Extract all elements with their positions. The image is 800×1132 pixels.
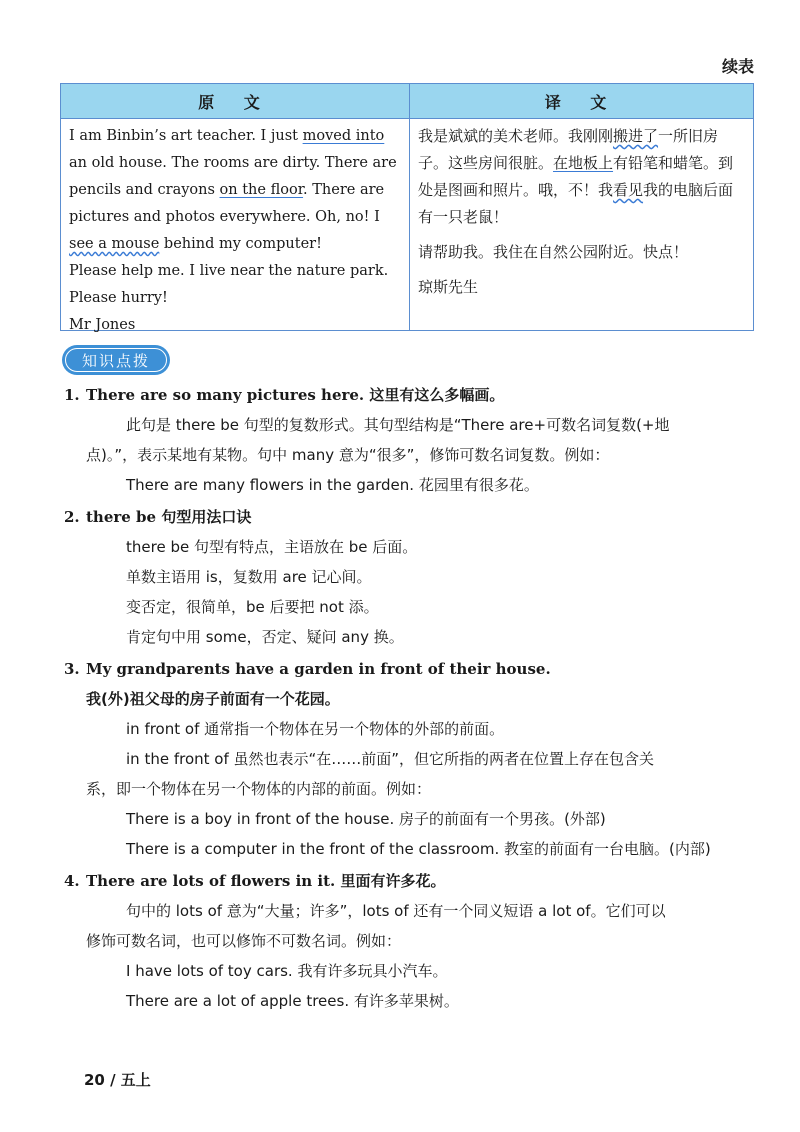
note-title-cn: 这里有这么多幅画。 <box>369 386 505 404</box>
underlined-phrase: on the floor <box>219 182 304 198</box>
note-title <box>64 382 764 408</box>
text-segment: 我是斌斌的美术老师。我刚刚 <box>418 127 614 145</box>
original-paragraph-2: Please help me. I live near the nature park. Please hurry! <box>69 263 389 306</box>
note-title <box>64 868 764 894</box>
rhyme-line: 单数主语用 is，复数用 are 记心间。 <box>126 568 372 586</box>
note-title-cn: 句型用法口诀 <box>161 508 252 526</box>
translation-signature: 琼斯先生 <box>418 278 479 296</box>
note-title-en: My grandparents have a garden in front of their house. <box>86 660 551 678</box>
page-number: 20 / 五上 <box>84 1071 151 1089</box>
original-text-cell <box>61 119 410 333</box>
header-translation: 译 文 <box>544 92 619 112</box>
wavy-underlined-phrase: 看见 <box>613 181 644 199</box>
tip-badge <box>62 345 170 375</box>
continued-label: 续表 <box>721 57 754 76</box>
translation-text-cell <box>410 119 753 330</box>
tip-badge-label: 知识点拨 <box>65 348 167 372</box>
note-number: 2. <box>64 508 80 526</box>
text-segment: an old house. The rooms are dirty. There are pencils and crayons <box>69 155 397 198</box>
text-segment: I am Binbin’s art teacher. I just <box>69 128 303 144</box>
translation-paragraph-2: 请帮助我。我住在自然公园附近。快点！ <box>418 243 689 261</box>
note-number: 1. <box>64 386 80 404</box>
table-body <box>61 119 753 333</box>
note-title <box>64 504 764 530</box>
rhyme-line: 变否定，很简单，be 后要把 not 添。 <box>126 598 379 616</box>
translation-table <box>60 83 754 331</box>
note-2 <box>64 504 764 652</box>
text-segment: . There are pictures and photos everywhere. Oh, no! I <box>69 182 385 225</box>
note-title-en: There are so many pictures here. <box>86 386 365 404</box>
note-number: 4. <box>64 872 80 890</box>
note-title-cn <box>64 686 764 712</box>
note-title <box>64 656 764 682</box>
note-line: 修饰可数名词，也可以修饰不可数名词。例如： <box>86 932 402 950</box>
text-segment: 有铅笔和蜡笔。到处是图画和照片。哦，不！我 <box>418 154 734 199</box>
example-sentence: There are a lot of apple trees. 有许多苹果树。 <box>126 992 459 1010</box>
note-title-cn-text: 我(外)祖父母的房子前面有一个花园。 <box>86 690 340 708</box>
note-4 <box>64 868 764 1016</box>
text-segment: behind my computer! <box>159 236 322 252</box>
text-segment: 一所旧房子。这些房间很脏。 <box>418 127 719 172</box>
underlined-phrase: 在地板上 <box>553 154 614 172</box>
example-sentence: I have lots of toy cars. 我有许多玩具小汽车。 <box>126 962 448 980</box>
wavy-underlined-phrase: see a mouse <box>69 236 160 252</box>
note-line: in front of 通常指一个物体在另一个物体的外部的前面。 <box>126 720 505 738</box>
note-number: 3. <box>64 660 80 678</box>
knowledge-notes <box>64 382 764 1016</box>
note-line: in the front of 虽然也表示“在……前面”，但它所指的两者在位置上存在包含关 <box>126 750 655 768</box>
header-original: 原 文 <box>61 84 410 118</box>
note-line: 点)。”，表示某地有某物。句中 many 意为“很多”，修饰可数名词复数。例如： <box>86 446 610 464</box>
example-sentence: There is a computer in the front of the classroom. 教室的前面有一台电脑。(内部) <box>126 840 711 858</box>
note-title-en: There are lots of flowers in it. <box>86 872 336 890</box>
wavy-underlined-phrase: 搬进了 <box>613 127 659 145</box>
original-paragraph-1 <box>69 123 403 258</box>
note-line: 系，即一个物体在另一个物体的内部的前面。例如： <box>86 780 432 798</box>
underlined-phrase: moved into <box>302 128 385 144</box>
example-sentence: There is a boy in front of the house. 房子的前面有一个男孩。(外部) <box>126 810 606 828</box>
note-line: 句中的 lots of 意为“大量；许多”，lots of 还有一个同义短语 a lot of。它们可以 <box>126 902 666 920</box>
note-title-cn: 里面有许多花。 <box>340 872 446 890</box>
translation-paragraph-1 <box>418 123 747 231</box>
rhyme-line: 肯定句中用 some，否定、疑问 any 换。 <box>126 628 404 646</box>
rhyme-line: there be 句型有特点，主语放在 be 后面。 <box>126 538 418 556</box>
original-signature: Mr Jones <box>69 317 136 333</box>
table-header <box>61 84 753 119</box>
example-sentence: There are many flowers in the garden. 花园里有很多花。 <box>126 476 539 494</box>
note-3 <box>64 656 764 864</box>
note-1 <box>64 382 764 500</box>
note-line: 此句是 there be 句型的复数形式。其句型结构是“There are+可数名词复数(+地 <box>126 416 670 434</box>
text-segment: 我的电脑后面有一只老鼠！ <box>418 181 734 226</box>
note-title-en: there be <box>86 508 157 526</box>
